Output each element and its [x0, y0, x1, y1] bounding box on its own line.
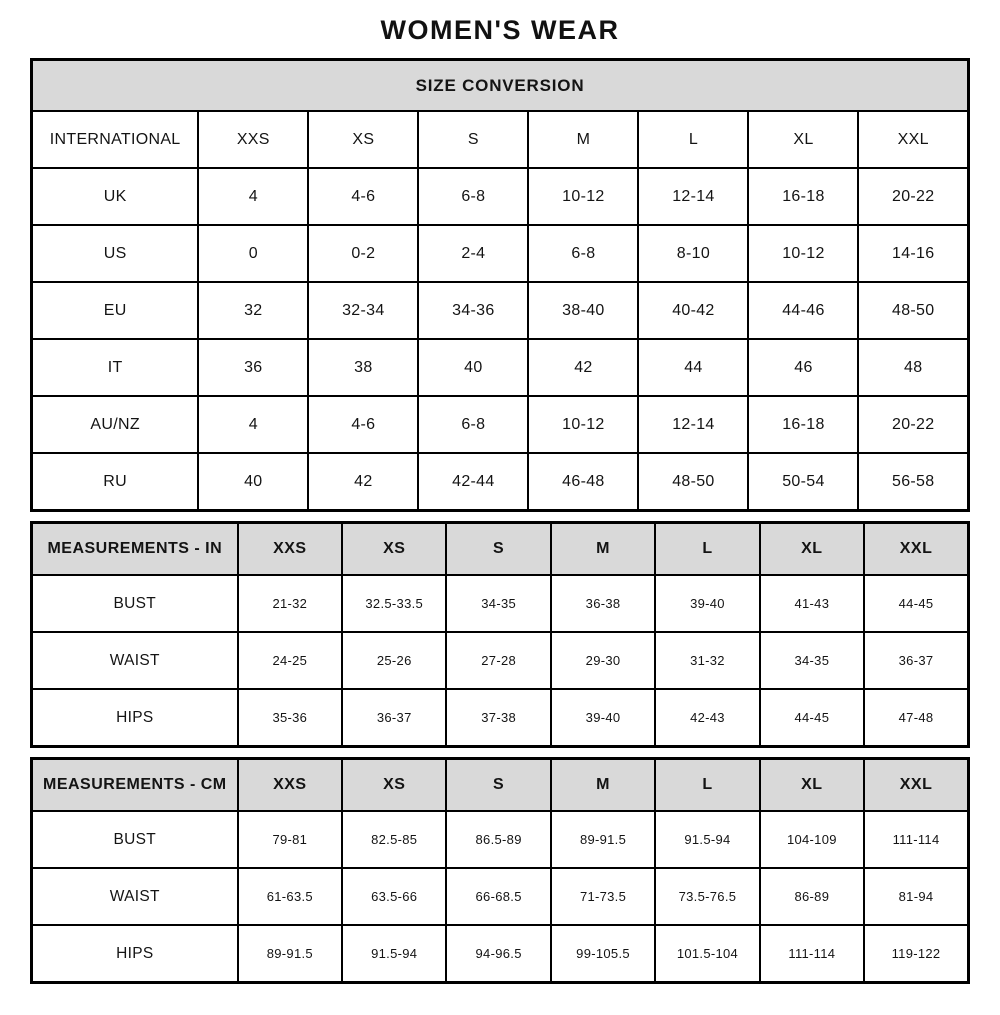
page-title: WOMEN'S WEAR: [380, 15, 620, 45]
data-cell: 99-105.5: [551, 925, 655, 983]
table-row-bust-in: [32, 575, 969, 632]
size-conversion-table: [30, 58, 970, 512]
column-header-l: L: [655, 759, 759, 812]
data-cell: 6-8: [528, 225, 638, 282]
data-cell: 44-45: [760, 689, 864, 747]
column-header-xs: XS: [342, 523, 446, 576]
data-cell: 35-36: [238, 689, 342, 747]
data-cell: 79-81: [238, 811, 342, 868]
data-cell: 38: [308, 339, 418, 396]
data-cell: 32: [198, 282, 308, 339]
table-title-row: [32, 60, 969, 112]
data-cell: 34-36: [418, 282, 528, 339]
data-cell: 119-122: [864, 925, 968, 983]
data-cell: 86.5-89: [446, 811, 550, 868]
column-header-s: S: [446, 523, 550, 576]
data-cell: 73.5-76.5: [655, 868, 759, 925]
column-header-s: S: [446, 759, 550, 812]
data-cell: 2-4: [418, 225, 528, 282]
row-label: EU: [32, 282, 199, 339]
data-cell: 56-58: [858, 453, 968, 511]
size-chart-page: [0, 15, 1000, 984]
data-cell: 10-12: [748, 225, 858, 282]
table-row-hips-in: [32, 689, 969, 747]
data-cell: 37-38: [446, 689, 550, 747]
data-cell: 101.5-104: [655, 925, 759, 983]
data-cell: 48-50: [638, 453, 748, 511]
data-cell: 48-50: [858, 282, 968, 339]
row-label: US: [32, 225, 199, 282]
data-cell: 34-35: [446, 575, 550, 632]
data-cell: 20-22: [858, 396, 968, 453]
column-header-xl: XL: [760, 759, 864, 812]
data-cell: 36-37: [864, 632, 968, 689]
data-cell: 34-35: [760, 632, 864, 689]
row-label: RU: [32, 453, 199, 511]
data-cell: 42: [528, 339, 638, 396]
data-cell: 42: [308, 453, 418, 511]
data-cell: 50-54: [748, 453, 858, 511]
data-cell: 36-37: [342, 689, 446, 747]
data-cell: 32-34: [308, 282, 418, 339]
column-header-measurements-in: MEASUREMENTS - IN: [32, 523, 238, 576]
column-header-xs: XS: [308, 111, 418, 168]
column-header-row: [32, 523, 969, 576]
data-cell: 44-46: [748, 282, 858, 339]
data-cell: 81-94: [864, 868, 968, 925]
size-conversion-title: SIZE CONVERSION: [32, 60, 969, 112]
row-label: HIPS: [32, 925, 238, 983]
data-cell: 91.5-94: [655, 811, 759, 868]
table-row-uk: [32, 168, 969, 225]
row-label: HIPS: [32, 689, 238, 747]
data-cell: 71-73.5: [551, 868, 655, 925]
data-cell: 42-43: [655, 689, 759, 747]
data-cell: 89-91.5: [551, 811, 655, 868]
data-cell: 8-10: [638, 225, 748, 282]
data-cell: 20-22: [858, 168, 968, 225]
table-row-us: [32, 225, 969, 282]
data-cell: 91.5-94: [342, 925, 446, 983]
data-cell: 10-12: [528, 168, 638, 225]
data-cell: 39-40: [655, 575, 759, 632]
data-cell: 39-40: [551, 689, 655, 747]
data-cell: 111-114: [760, 925, 864, 983]
column-header-m: M: [528, 111, 638, 168]
data-cell: 61-63.5: [238, 868, 342, 925]
row-label: UK: [32, 168, 199, 225]
column-header-xxl: XXL: [864, 759, 968, 812]
row-label: IT: [32, 339, 199, 396]
table-row-ru: [32, 453, 969, 511]
data-cell: 111-114: [864, 811, 968, 868]
row-label: AU/NZ: [32, 396, 199, 453]
column-header-row: [32, 111, 969, 168]
column-header-xl: XL: [748, 111, 858, 168]
data-cell: 104-109: [760, 811, 864, 868]
column-header-l: L: [655, 523, 759, 576]
table-row-waist-cm: [32, 868, 969, 925]
table-row-bust-cm: [32, 811, 969, 868]
data-cell: 46-48: [528, 453, 638, 511]
data-cell: 41-43: [760, 575, 864, 632]
row-label: WAIST: [32, 868, 238, 925]
column-header-measurements-cm: MEASUREMENTS - CM: [32, 759, 238, 812]
data-cell: 47-48: [864, 689, 968, 747]
data-cell: 4-6: [308, 168, 418, 225]
data-cell: 4: [198, 396, 308, 453]
column-header-xxs: XXS: [198, 111, 308, 168]
table-row-aunz: [32, 396, 969, 453]
data-cell: 94-96.5: [446, 925, 550, 983]
column-header-xxl: XXL: [858, 111, 968, 168]
data-cell: 27-28: [446, 632, 550, 689]
data-cell: 16-18: [748, 168, 858, 225]
column-header-xl: XL: [760, 523, 864, 576]
data-cell: 86-89: [760, 868, 864, 925]
column-header-xxs: XXS: [238, 759, 342, 812]
column-header-s: S: [418, 111, 528, 168]
data-cell: 48: [858, 339, 968, 396]
table-row-it: [32, 339, 969, 396]
data-cell: 0: [198, 225, 308, 282]
table-row-eu: [32, 282, 969, 339]
data-cell: 29-30: [551, 632, 655, 689]
column-header-xxl: XXL: [864, 523, 968, 576]
column-header-xs: XS: [342, 759, 446, 812]
data-cell: 63.5-66: [342, 868, 446, 925]
data-cell: 6-8: [418, 168, 528, 225]
data-cell: 66-68.5: [446, 868, 550, 925]
data-cell: 44: [638, 339, 748, 396]
data-cell: 12-14: [638, 396, 748, 453]
data-cell: 44-45: [864, 575, 968, 632]
data-cell: 24-25: [238, 632, 342, 689]
data-cell: 12-14: [638, 168, 748, 225]
column-header-international: INTERNATIONAL: [32, 111, 199, 168]
data-cell: 40: [418, 339, 528, 396]
data-cell: 36: [198, 339, 308, 396]
data-cell: 14-16: [858, 225, 968, 282]
column-header-xxs: XXS: [238, 523, 342, 576]
row-label: WAIST: [32, 632, 238, 689]
data-cell: 4-6: [308, 396, 418, 453]
data-cell: 6-8: [418, 396, 528, 453]
data-cell: 16-18: [748, 396, 858, 453]
table-row-waist-in: [32, 632, 969, 689]
data-cell: 4: [198, 168, 308, 225]
data-cell: 31-32: [655, 632, 759, 689]
data-cell: 10-12: [528, 396, 638, 453]
measurements-cm-table: [30, 757, 970, 984]
data-cell: 38-40: [528, 282, 638, 339]
data-cell: 40-42: [638, 282, 748, 339]
data-cell: 32.5-33.5: [342, 575, 446, 632]
row-label: BUST: [32, 575, 238, 632]
column-header-l: L: [638, 111, 748, 168]
data-cell: 40: [198, 453, 308, 511]
data-cell: 89-91.5: [238, 925, 342, 983]
column-header-m: M: [551, 523, 655, 576]
data-cell: 36-38: [551, 575, 655, 632]
data-cell: 42-44: [418, 453, 528, 511]
row-label: BUST: [32, 811, 238, 868]
table-row-hips-cm: [32, 925, 969, 983]
data-cell: 0-2: [308, 225, 418, 282]
data-cell: 21-32: [238, 575, 342, 632]
column-header-m: M: [551, 759, 655, 812]
column-header-row: [32, 759, 969, 812]
measurements-in-table: [30, 521, 970, 748]
data-cell: 46: [748, 339, 858, 396]
data-cell: 25-26: [342, 632, 446, 689]
data-cell: 82.5-85: [342, 811, 446, 868]
